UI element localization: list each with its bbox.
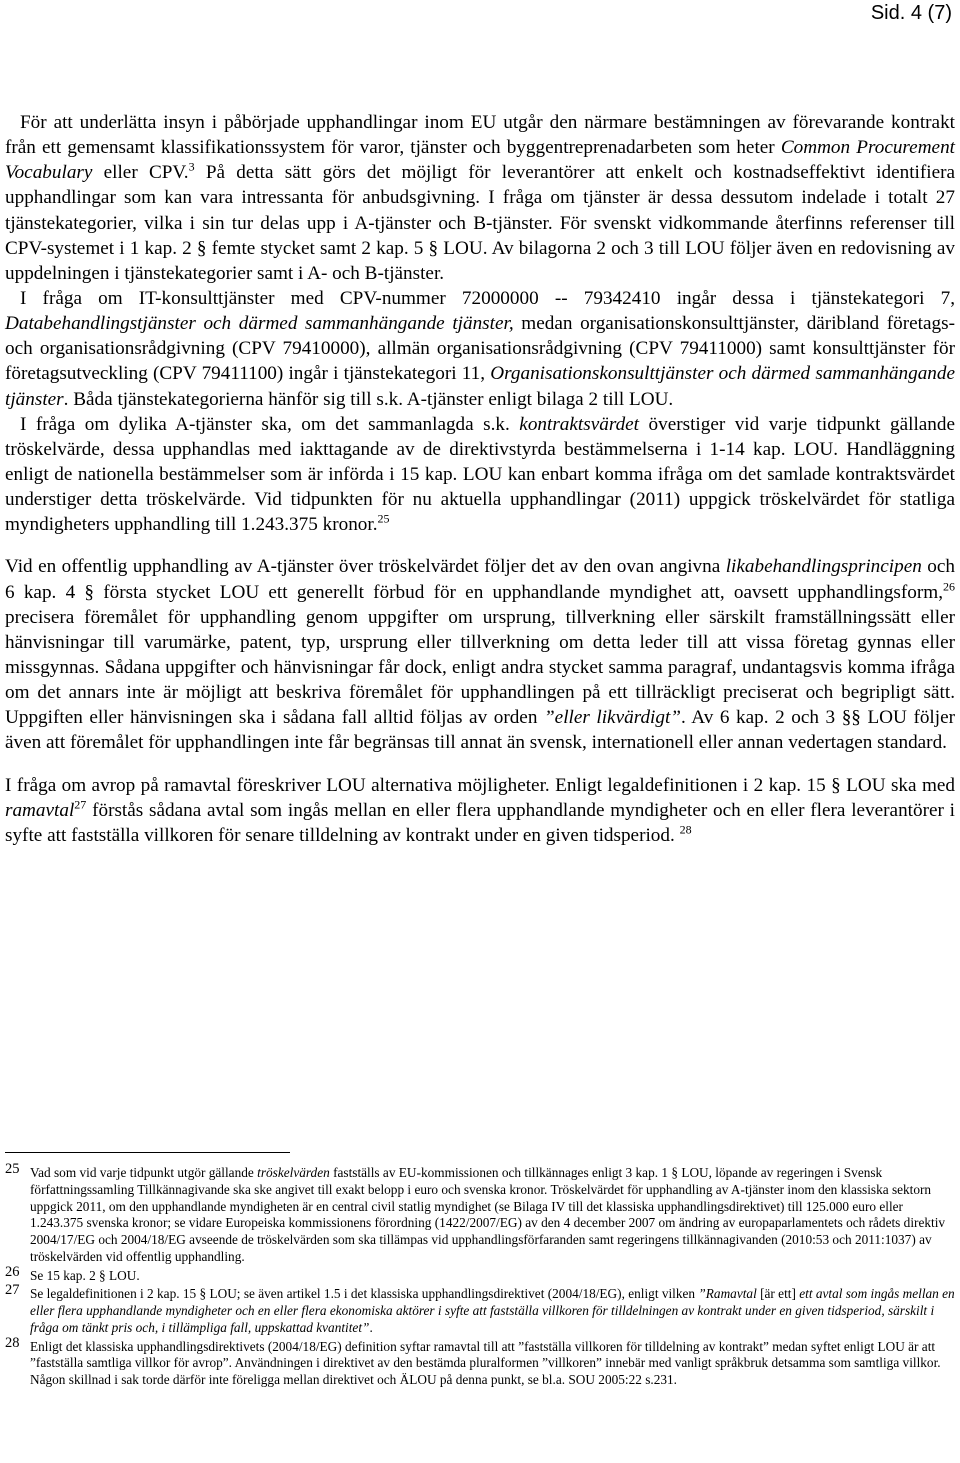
text-run: . Båda tjänstekategorierna hänför sig till s.k. A-tjänster enligt bilaga 2 till LOU. [63, 388, 674, 410]
text-run: precisera föremålet för upphandling genom uppgifter om ursprung, tillverkning eller särskilt framställningssätt eller hänvisningar till varumärke, patent, typ, ursprung eller tillverkning om detta leder till att vissa företag gynnas eller missgynnas. Sådana uppgifter och hänvisningar får dock, enligt andra stycket samma paragraf, undantagsvis komma ifråga om det annars inte är möjligt att beskriva föremålet för upphandlingen på ett tillräckligt preciserat och begripligt sätt. Uppgiften eller hänvisningen ska i sådana fall alltid följas av orden [5, 606, 955, 729]
footnote-ref[interactable]: 28 [679, 822, 692, 837]
text-run: fastställs av EU-kommissionen och tillkännages enligt 3 kap. 1 § LOU, löpande av regeringen i Svensk författningssamling Tillkännagivande ska ske angivet till exakt belopp i euro och svenska kronor. Tröskelvärdet för upphandling av A-tjänster inom den klassiska sektorn uppgick 2011, om den upphandlande myndigheten är en central civil statlig myndighet (se Bilaga IV till det klassiska upphandlingsdirektivet) till 125.000 euro eller 1.243.375 svenska kronor; se vidare Europeiska kommissionens förordning (1422/2007/EG) av den 4 december 2007 om ändring av europaparlamentets och rådets direktiv 2004/17/EG och 2004/18/EG avseende de tröskelvärden som ska tillämpas vid upphandlingsförfaranden samt regeringens tillkännagivanden (2010:53 och 2011:1037) av tröskelvärden vid offentlig upphandling. [30, 1165, 946, 1264]
footnote-ref[interactable]: 26 [943, 579, 955, 594]
text-run: I fråga om avrop på ramavtal föreskriver LOU alternativa möjligheter. Enligt legaldefinitionen i 2 kap. 15 § LOU ska med [5, 774, 955, 796]
text-run: I fråga om dylika A-tjänster ska, om det sammanlagda s.k. [20, 413, 520, 435]
document-body [5, 110, 955, 848]
text-run: I fråga om IT-konsulttjänster med CPV-nummer 72000000 -- 79342410 ingår dessa i tjänstekategori 7, [20, 287, 955, 309]
footnotes [5, 1161, 955, 1391]
footnote-divider [5, 1152, 290, 1153]
page-number: Sid. 4 (7) [870, 2, 952, 24]
footnote-25 [5, 1161, 955, 1266]
footnote-28 [5, 1334, 955, 1389]
paragraph-framework-agreement [5, 773, 955, 848]
italic-term: ramavtal [5, 799, 75, 821]
paragraph-equal-treatment [5, 554, 955, 755]
footnote-ref[interactable]: 27 [74, 797, 87, 812]
footnote-text [30, 1165, 955, 1266]
text-run: och 6 kap. 4 § första stycket LOU ett generellt förbud för en upphandlande myndighet att, oavsett upphandlingsform, [5, 556, 955, 603]
text-run: förstås sådana avtal som ingås mellan en eller flera upphandlande myndigheter och en eller flera leverantörer i syfte att fastställa villkoren för senare tilldelning av kontrakt under en given tidsperiod. [5, 799, 955, 846]
footnote-ref[interactable]: 25 [377, 511, 390, 526]
text-run: [är ett] [756, 1286, 800, 1302]
text-run: Enligt det klassiska upphandlingsdirektivets (2004/18/EG) definition syftar ramavtal till att ”fastställa villkoren för tilldelning av kontrakt” medan syftet enligt LOU är att ”fastställa samtliga villkor för avrop”. Användningen i direktivet av den bestämda pluralformen ”villkoren” innebär med vanligt språkbruk detsamma som samtliga villkor. Någon skillnad i sak torde därför inte föreligga mellan direktivet och ÄLOU på denna punkt, se bl.a. SOU 2005:22 s.231. [30, 1338, 941, 1387]
text-run: Vid en offentlig upphandling av A-tjänster över tröskelvärdet följer det av den ovan angivna [5, 556, 726, 578]
text-run: eller CPV. [92, 162, 189, 184]
footnote-27 [5, 1282, 955, 1336]
italic-term: kontraktsvärdet [519, 413, 640, 435]
text-run: medan organisationskonsulttjänster, däribland företags- och organisationsrådgivning (CPV 79410000), allmän organisationsrådgivning (CPV 79411000) samt konsulttjänster för företagsutveckling (CPV 79411100) ingår i tjänstekategori 11, [5, 313, 955, 385]
paragraph-threshold [5, 412, 955, 538]
footnote-number: 26 [5, 1263, 20, 1280]
italic-term: Organisationskonsulttjänster och därmed sammanhängande tjänster [5, 363, 955, 410]
text-run: Se legaldefinitionen i 2 kap. 15 § LOU; se även artikel 1.5 i det klassiska upphandlingsdirektivet (2004/18/EG), enligt vilken [30, 1286, 699, 1302]
paragraph-cpv [5, 110, 955, 286]
footnote-ref[interactable]: 3 [188, 159, 195, 174]
italic-term: ”Ramavtal [698, 1286, 757, 1302]
text-run: . Av 6 kap. 2 och 3 §§ LOU följer även att föremålet för upphandlingen inte får begränsas till annat än svensk, internationell eller annan vedertagen standard. [5, 707, 955, 754]
text-run: För att underlätta insyn i påbörjade upphandlingar inom EU utgår den närmare bestämningen av förevarande kontrakt från ett gemensamt klassifikationssystem för varor, tjänster och byggentreprenadarbeten som heter [5, 112, 955, 159]
footnote-number: 27 [5, 1282, 20, 1299]
paragraph-it-consulting [5, 286, 955, 412]
footnote-text [30, 1268, 955, 1285]
footnote-text [30, 1286, 955, 1336]
text-run: Vad som vid varje tidpunkt utgör gällande [30, 1165, 258, 1180]
text-run: På detta sätt görs det möjligt för leverantörer att enkelt och kostnadseffektivt identifiera upphandlingar som kan vara intressanta för anbudsgivning. I fråga om tjänster är dessa dessutom indelade i totalt 27 tjänstekategorier, vilka i sin tur delas upp i A-tjänster och B-tjänster. För svenskt vidkommande återfinns referenser till CPV-systemet i 1 kap. 2 § femte stycket samt 2 kap. 5 § LOU. Av bilagorna 2 och 3 till LOU följer även en redovisning av uppdelningen i tjänstekategorier samt i A- och B-tjänster. [5, 162, 956, 284]
footnote-number: 25 [5, 1161, 20, 1177]
footnote-text [30, 1339, 955, 1389]
footnote-26 [5, 1263, 955, 1285]
italic-term: likabehandlingsprincipen [725, 556, 922, 578]
text-run: överstiger vid varje tidpunkt gällande tröskelvärde, dessa upphandlas med iakttagande av de direktivstyrda bestämmelserna i 1-14 kap. LOU. Handläggning enligt de nationella bestämmelser som är införda i 15 kap. LOU kan enbart komma ifråga om det samlade kontraktsvärdet understiger detta tröskelvärde. Vid tidpunkten för nu aktuella upphandlingar (2011) uppgick tröskelvärdet för statliga myndigheters upphandling till 1.243.375 kronor. [5, 413, 955, 536]
italic-term: tröskelvärden [257, 1165, 330, 1180]
footnote-number: 28 [5, 1334, 20, 1351]
italic-term: ”eller likvärdigt” [544, 707, 681, 729]
italic-term: Common Procurement Vocabulary [5, 137, 955, 184]
italic-term: ett avtal som ingås mellan en eller flera upphandlande myndigheter och en eller flera ekonomiska aktörer i syfte att fastställa villkoren för tilldelningen av kontrakt under en given tidsperiod, särskilt i fråga om tänkt pris och, i tillämpliga fall, uppskattad kvantitet” [30, 1286, 955, 1335]
italic-term: Databehandlingstjänster och därmed sammanhängande tjänster, [5, 313, 514, 335]
text-run: Se 15 kap. 2 § LOU. [30, 1267, 140, 1283]
text-run: . [369, 1319, 373, 1335]
